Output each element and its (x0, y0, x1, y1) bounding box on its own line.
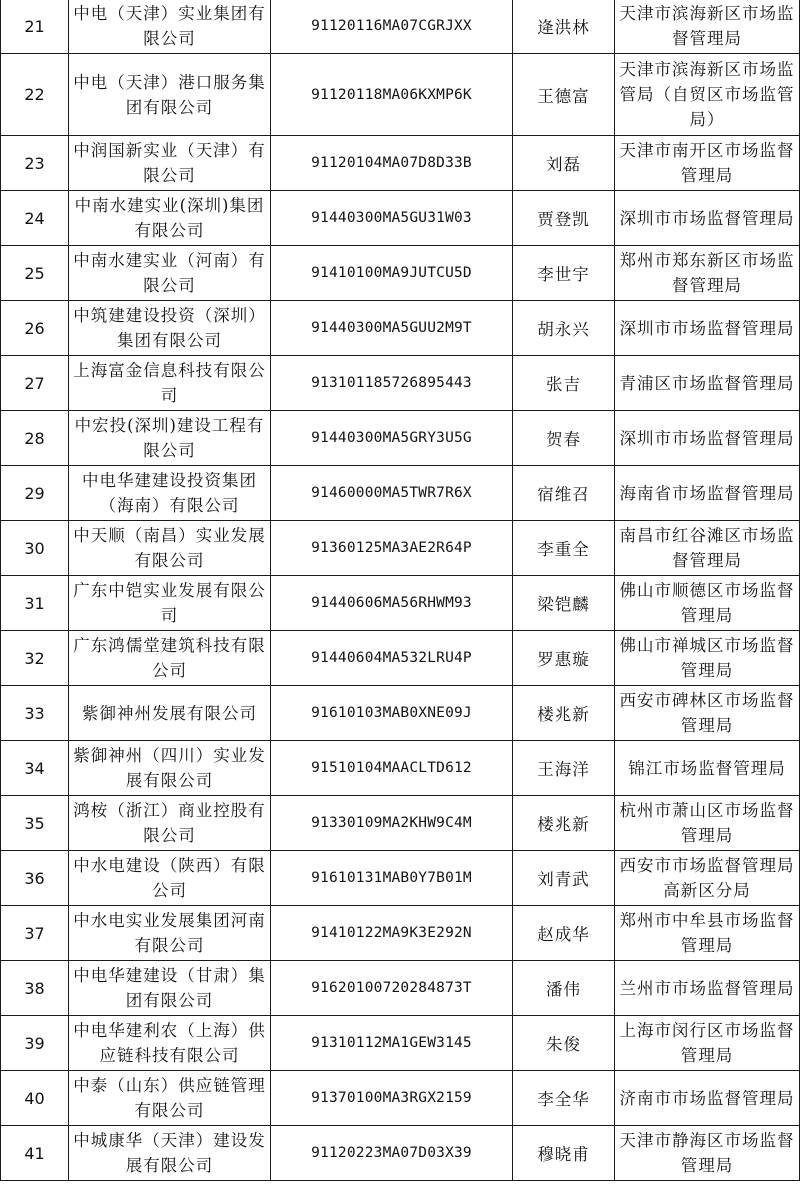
legal-representative: 王德富 (513, 54, 615, 136)
credit-code: 91440300MA5GRY3U5G (271, 411, 513, 466)
legal-representative: 赵成华 (513, 906, 615, 961)
legal-representative: 罗惠璇 (513, 631, 615, 686)
legal-representative: 张吉 (513, 356, 615, 411)
legal-representative: 贺春 (513, 411, 615, 466)
row-number: 22 (1, 54, 69, 136)
legal-representative: 朱俊 (513, 1016, 615, 1071)
row-number: 29 (1, 466, 69, 521)
table-row (1, 466, 800, 521)
row-number: 21 (1, 0, 69, 54)
company-name: 中泰（山东）供应链管理有限公司 (69, 1071, 271, 1126)
company-name: 紫御神州发展有限公司 (69, 686, 271, 741)
registration-authority: 深圳市市场监督管理局 (615, 411, 800, 466)
registration-authority: 天津市南开区市场监督管理局 (615, 136, 800, 191)
credit-code: 91120118MA06KXMP6K (271, 54, 513, 136)
registration-authority: 兰州市市场监督管理局 (615, 961, 800, 1016)
table-row (1, 741, 800, 796)
credit-code: 91310112MA1GEW3145 (271, 1016, 513, 1071)
company-name: 中宏投(深圳)建设工程有限公司 (69, 411, 271, 466)
table-row (1, 906, 800, 961)
row-number: 26 (1, 301, 69, 356)
row-number: 41 (1, 1126, 69, 1181)
registration-authority: 海南省市场监督管理局 (615, 466, 800, 521)
credit-code: 91610103MAB0XNE09J (271, 686, 513, 741)
table-row (1, 1071, 800, 1126)
registration-authority: 郑州市中牟县市场监督管理局 (615, 906, 800, 961)
registration-authority: 郑州市郑东新区市场监督管理局 (615, 246, 800, 301)
legal-representative: 李全华 (513, 1071, 615, 1126)
registration-authority: 天津市滨海新区市场监管局（自贸区市场监管局） (615, 54, 800, 136)
registration-authority: 南昌市红谷滩区市场监督管理局 (615, 521, 800, 576)
registration-authority: 济南市市场监督管理局 (615, 1071, 800, 1126)
credit-code: 91440604MA532LRU4P (271, 631, 513, 686)
row-number: 38 (1, 961, 69, 1016)
legal-representative: 贾登凯 (513, 191, 615, 246)
registration-authority: 上海市闵行区市场监督管理局 (615, 1016, 800, 1071)
company-name: 广东中铠实业发展有限公司 (69, 576, 271, 631)
table-row (1, 136, 800, 191)
credit-code: 91120116MA07CGRJXX (271, 0, 513, 54)
credit-code: 91120104MA07D8D33B (271, 136, 513, 191)
legal-representative: 刘青武 (513, 851, 615, 906)
company-name: 中电（天津）实业集团有限公司 (69, 0, 271, 54)
row-number: 30 (1, 521, 69, 576)
legal-representative: 李世宇 (513, 246, 615, 301)
credit-code: 91330109MA2KHW9C4M (271, 796, 513, 851)
table-row (1, 1016, 800, 1071)
table-row (1, 631, 800, 686)
legal-representative: 宿维召 (513, 466, 615, 521)
legal-representative: 潘伟 (513, 961, 615, 1016)
row-number: 28 (1, 411, 69, 466)
credit-code: 913101185726895443 (271, 356, 513, 411)
registration-authority: 深圳市市场监督管理局 (615, 301, 800, 356)
legal-representative: 王海洋 (513, 741, 615, 796)
table-row (1, 851, 800, 906)
company-name: 中电（天津）港口服务集团有限公司 (69, 54, 271, 136)
company-name: 广东鸿儒堂建筑科技有限公司 (69, 631, 271, 686)
legal-representative: 梁铠麟 (513, 576, 615, 631)
credit-code: 91370100MA3RGX2159 (271, 1071, 513, 1126)
row-number: 39 (1, 1016, 69, 1071)
legal-representative: 胡永兴 (513, 301, 615, 356)
company-name: 紫御神州（四川）实业发展有限公司 (69, 741, 271, 796)
table-row (1, 0, 800, 54)
credit-code: 91610131MAB0Y7B01M (271, 851, 513, 906)
row-number: 25 (1, 246, 69, 301)
table-row (1, 521, 800, 576)
registration-authority: 杭州市萧山区市场监督管理局 (615, 796, 800, 851)
credit-code: 91360125MA3AE2R64P (271, 521, 513, 576)
row-number: 37 (1, 906, 69, 961)
company-name: 中水电实业发展集团河南有限公司 (69, 906, 271, 961)
company-name: 上海富金信息科技有限公司 (69, 356, 271, 411)
registration-authority: 天津市滨海新区市场监督管理局 (615, 0, 800, 54)
credit-code: 91120223MA07D03X39 (271, 1126, 513, 1181)
row-number: 34 (1, 741, 69, 796)
table-row (1, 246, 800, 301)
row-number: 24 (1, 191, 69, 246)
row-number: 31 (1, 576, 69, 631)
legal-representative: 李重全 (513, 521, 615, 576)
registration-authority: 深圳市市场监督管理局 (615, 191, 800, 246)
company-name: 中电华建建设（甘肃）集团有限公司 (69, 961, 271, 1016)
credit-code: 91510104MAACLTD612 (271, 741, 513, 796)
company-name: 中水电建设（陕西）有限公司 (69, 851, 271, 906)
table-row (1, 54, 800, 136)
credit-code: 91440606MA56RHWM93 (271, 576, 513, 631)
registration-authority: 佛山市禅城区市场监督管理局 (615, 631, 800, 686)
company-name: 中筑建建设投资（深圳）集团有限公司 (69, 301, 271, 356)
row-number: 23 (1, 136, 69, 191)
credit-code: 91440300MA5GUU2M9T (271, 301, 513, 356)
legal-representative: 逄洪林 (513, 0, 615, 54)
table-row (1, 576, 800, 631)
registration-authority: 青浦区市场监督管理局 (615, 356, 800, 411)
registration-authority: 西安市碑林区市场监督管理局 (615, 686, 800, 741)
row-number: 32 (1, 631, 69, 686)
registration-authority: 锦江市场监督管理局 (615, 741, 800, 796)
table-row (1, 411, 800, 466)
credit-code: 91440300MA5GU31W03 (271, 191, 513, 246)
registration-authority: 佛山市顺德区市场监督管理局 (615, 576, 800, 631)
table-row (1, 301, 800, 356)
table-row (1, 1126, 800, 1181)
row-number: 35 (1, 796, 69, 851)
legal-representative: 楼兆新 (513, 686, 615, 741)
table-row (1, 356, 800, 411)
table-row (1, 686, 800, 741)
table-row (1, 961, 800, 1016)
legal-representative: 刘磊 (513, 136, 615, 191)
row-number: 33 (1, 686, 69, 741)
company-name: 中城康华（天津）建设发展有限公司 (69, 1126, 271, 1181)
credit-code: 91410122MA9K3E292N (271, 906, 513, 961)
company-name: 中润国新实业（天津）有限公司 (69, 136, 271, 191)
row-number: 40 (1, 1071, 69, 1126)
company-name: 中天顺（南昌）实业发展有限公司 (69, 521, 271, 576)
company-name: 鸿桉（浙江）商业控股有限公司 (69, 796, 271, 851)
credit-code: 91620100720284873T (271, 961, 513, 1016)
registration-authority: 西安市市场监督管理局高新区分局 (615, 851, 800, 906)
company-name: 中南水建实业(深圳)集团有限公司 (69, 191, 271, 246)
row-number: 27 (1, 356, 69, 411)
row-number: 36 (1, 851, 69, 906)
table-row (1, 191, 800, 246)
credit-code: 91460000MA5TWR7R6X (271, 466, 513, 521)
company-name: 中电华建利农（上海）供应链科技有限公司 (69, 1016, 271, 1071)
table-row (1, 796, 800, 851)
company-name: 中南水建实业（河南）有限公司 (69, 246, 271, 301)
legal-representative: 穆晓甫 (513, 1126, 615, 1181)
company-name: 中电华建建设投资集团（海南）有限公司 (69, 466, 271, 521)
legal-representative: 楼兆新 (513, 796, 615, 851)
credit-code: 91410100MA9JUTCU5D (271, 246, 513, 301)
registration-authority: 天津市静海区市场监督管理局 (615, 1126, 800, 1181)
